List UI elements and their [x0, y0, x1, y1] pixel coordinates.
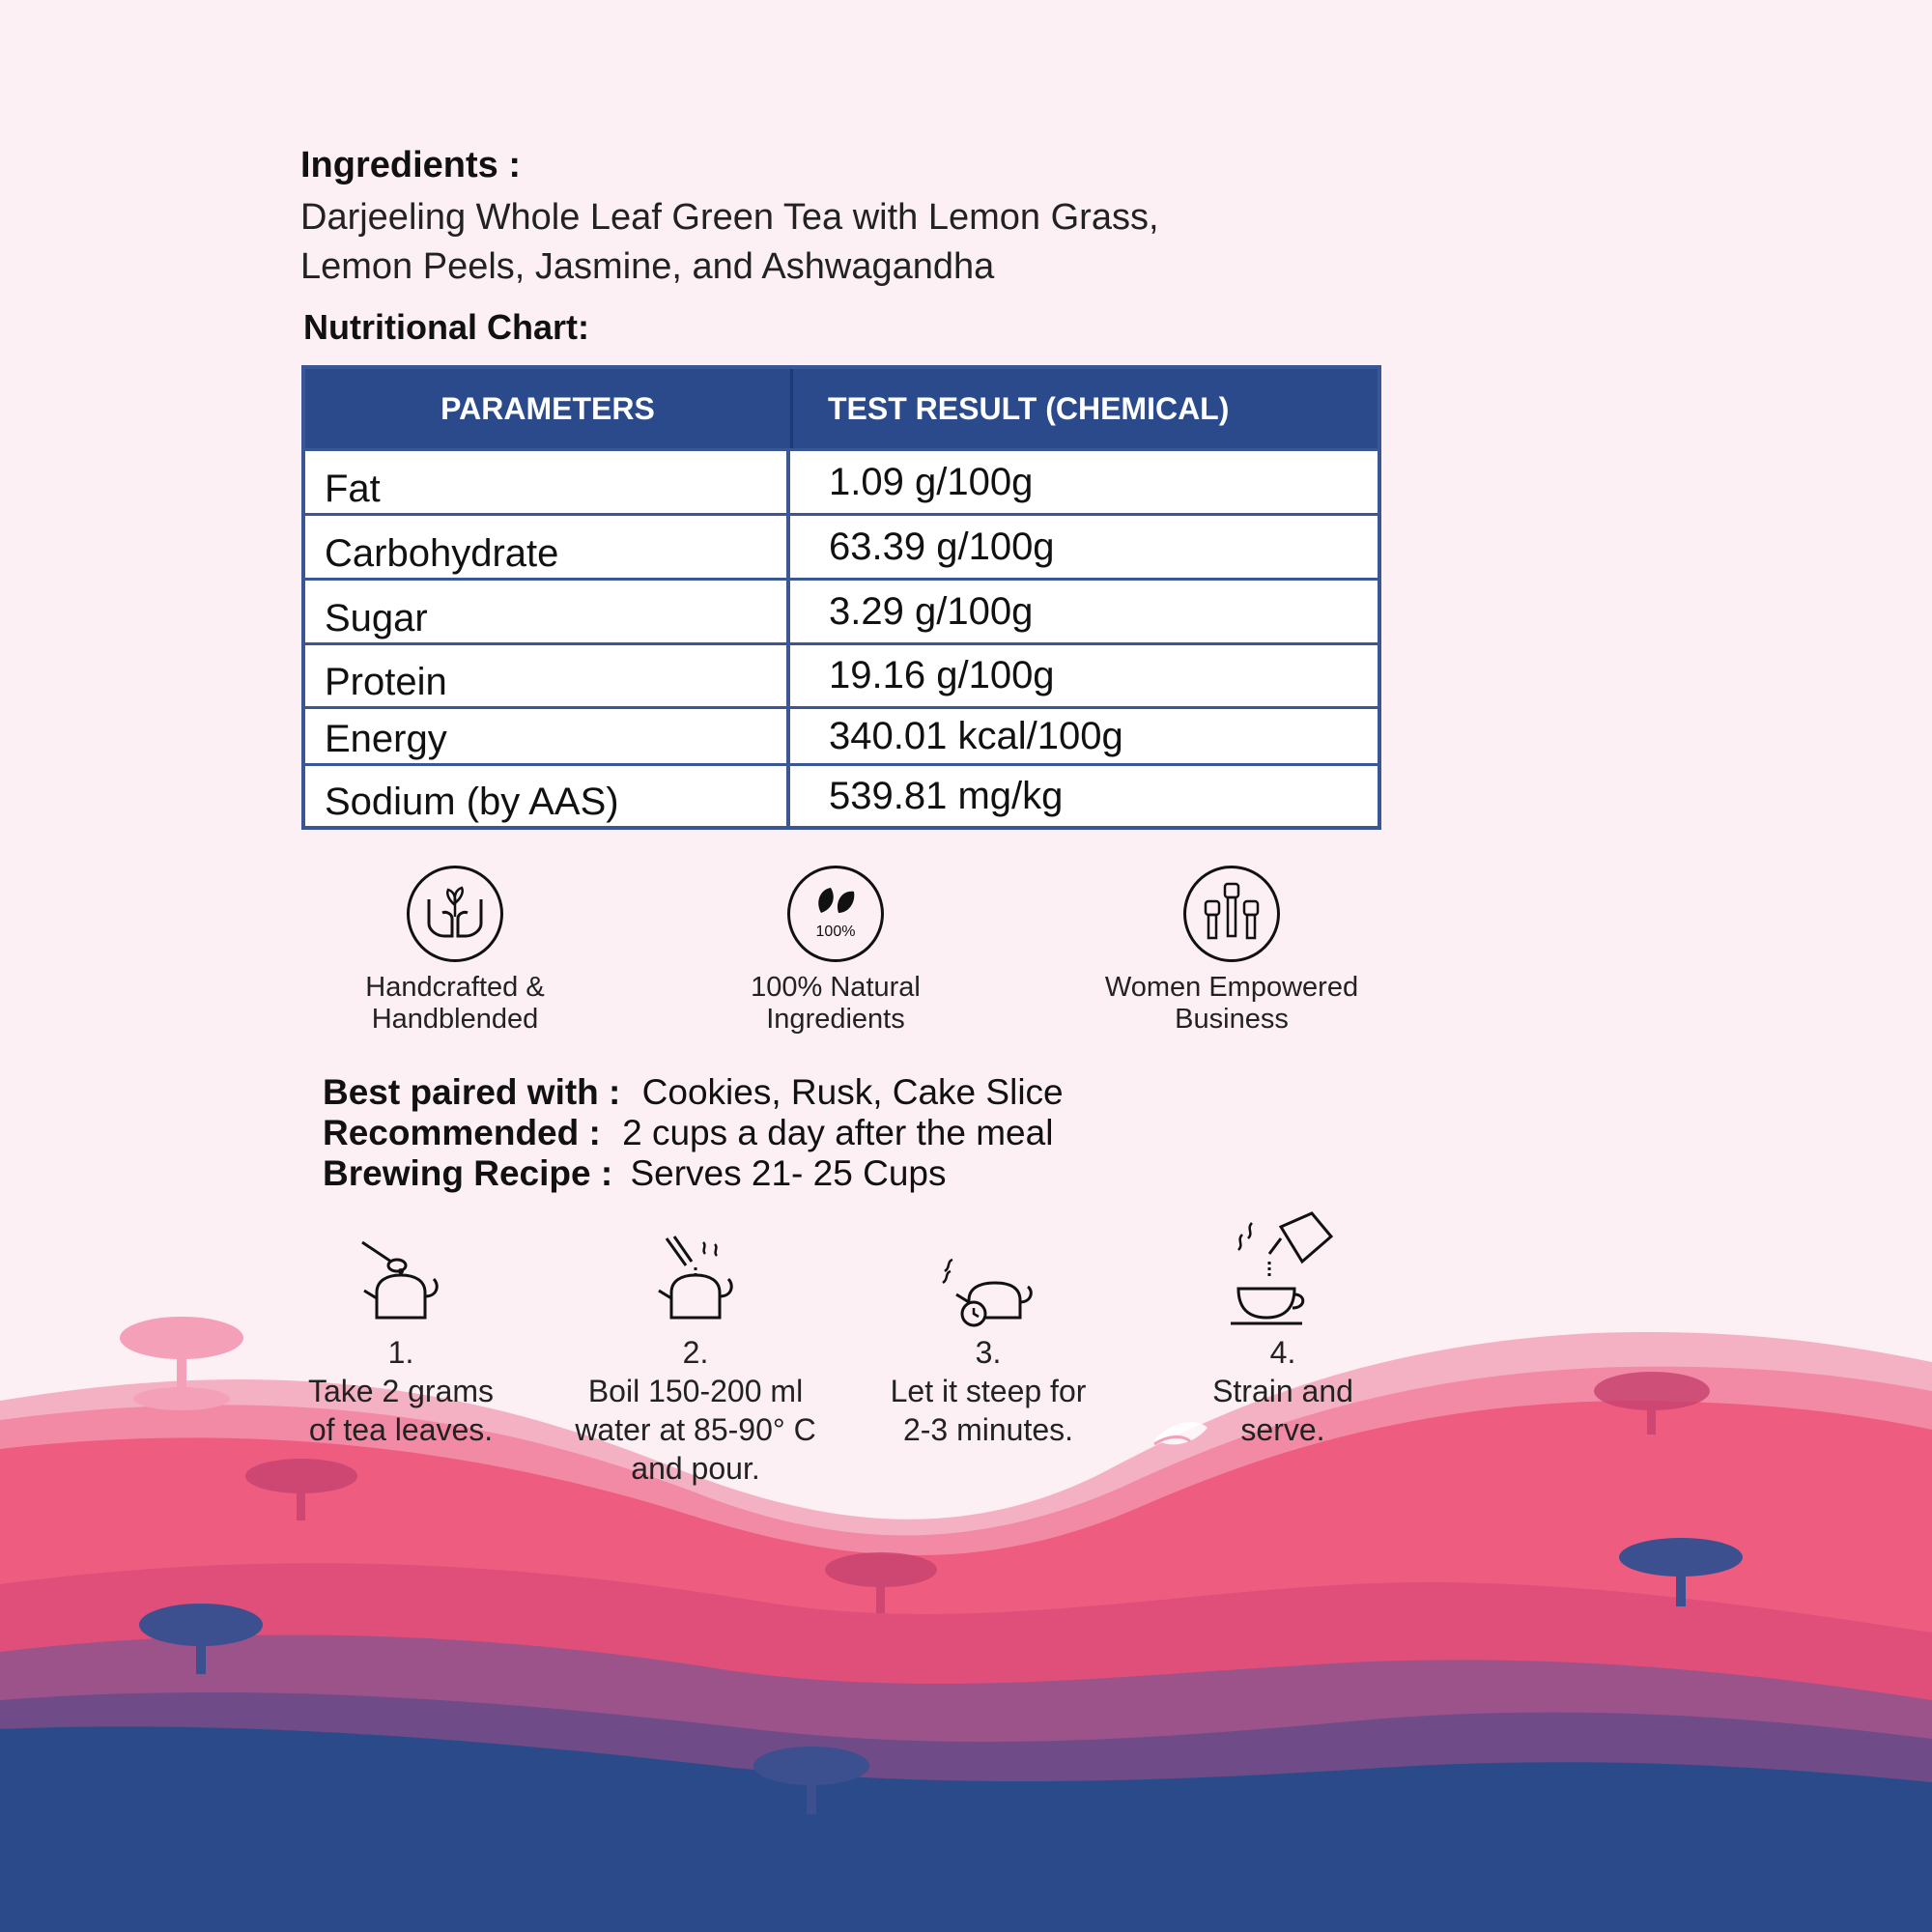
value-cell: 19.16 g/100g [829, 654, 1055, 696]
step-text: Let it steep for [890, 1374, 1087, 1408]
feature-women-empowered [1058, 866, 1406, 1036]
column-header-parameters: PARAMETERS [305, 369, 793, 448]
teapot-cup-icon [1138, 1200, 1428, 1329]
parameter-cell: Sugar [305, 581, 790, 642]
kettle-pour-icon [551, 1223, 840, 1329]
hands-leaf-icon [407, 866, 503, 962]
step-text: serve. [1240, 1412, 1325, 1447]
raised-fists-icon [1183, 866, 1280, 962]
feature-label: 100% Natural [751, 972, 921, 1003]
step-text: water at 85-90° C [575, 1412, 816, 1447]
spoon-teapot-icon [256, 1223, 546, 1329]
step-number: 2. [682, 1335, 709, 1370]
step-text: Take 2 grams [307, 1374, 495, 1408]
nutritional-chart-heading: Nutritional Chart: [303, 307, 589, 347]
nutrition-table [301, 365, 1381, 830]
feature-label: Women Empowered [1104, 972, 1359, 1003]
serving-info [323, 1072, 1064, 1194]
table-header [305, 369, 1378, 448]
table-row [305, 578, 1378, 642]
parameter-cell: Carbohydrate [305, 516, 790, 578]
brew-step-3 [843, 1223, 1133, 1449]
recommended-value: 2 cups a day after the meal [622, 1113, 1054, 1152]
feature-label: Handcrafted & [365, 972, 545, 1003]
parameter-cell: Fat [305, 451, 790, 513]
best-paired-row [323, 1072, 1064, 1113]
table-row [305, 763, 1378, 826]
natural-leaf-icon [787, 866, 884, 962]
step-text: of tea leaves. [308, 1412, 494, 1447]
best-paired-value: Cookies, Rusk, Cake Slice [641, 1072, 1064, 1112]
ingredients-line: Darjeeling Whole Leaf Green Tea with Lemon Grass, [300, 197, 1159, 238]
feature-natural [662, 866, 1009, 1036]
value-cell: 63.39 g/100g [829, 525, 1055, 568]
step-text: 2-3 minutes. [902, 1412, 1074, 1447]
value-cell: 539.81 mg/kg [829, 774, 1064, 817]
table-row [305, 706, 1378, 763]
value-cell: 3.29 g/100g [829, 589, 1034, 633]
brewing-row [323, 1153, 1064, 1194]
brew-step-1 [256, 1223, 546, 1449]
parameter-cell: Protein [305, 645, 790, 706]
feature-label: Business [1175, 1004, 1289, 1035]
parameter-cell: Sodium (by AAS) [305, 766, 790, 826]
feature-label: Handblended [371, 1004, 539, 1035]
ingredients-line: Lemon Peels, Jasmine, and Ashwagandha [300, 246, 995, 287]
step-number: 4. [1269, 1335, 1296, 1370]
value-cell: 1.09 g/100g [829, 460, 1034, 503]
step-text: Strain and [1212, 1374, 1353, 1408]
step-text: Boil 150-200 ml [587, 1374, 804, 1408]
brew-step-4 [1138, 1200, 1428, 1447]
brewing-value: Serves 21- 25 Cups [630, 1153, 947, 1193]
table-row [305, 513, 1378, 578]
best-paired-label: Best paired with : [323, 1072, 621, 1112]
value-cell: 340.01 kcal/100g [829, 714, 1123, 757]
teapot-timer-icon [843, 1223, 1133, 1329]
feature-handcrafted [281, 866, 629, 1036]
ingredients-heading: Ingredients : [300, 145, 522, 185]
column-header-test-result: TEST RESULT (CHEMICAL) [828, 391, 1230, 426]
parameter-cell: Energy [305, 709, 790, 763]
step-number: 3. [975, 1335, 1002, 1370]
recommended-label: Recommended : [323, 1113, 601, 1152]
ingredients-text [300, 193, 1363, 292]
brewing-label: Brewing Recipe : [323, 1153, 613, 1193]
step-number: 1. [387, 1335, 414, 1370]
badge-text: 100% [815, 923, 856, 940]
recommended-row [323, 1113, 1064, 1153]
table-row [305, 642, 1378, 706]
feature-label: Ingredients [766, 1004, 905, 1035]
step-text: and pour. [631, 1451, 760, 1486]
table-row [305, 448, 1378, 513]
brew-step-2 [551, 1223, 840, 1488]
